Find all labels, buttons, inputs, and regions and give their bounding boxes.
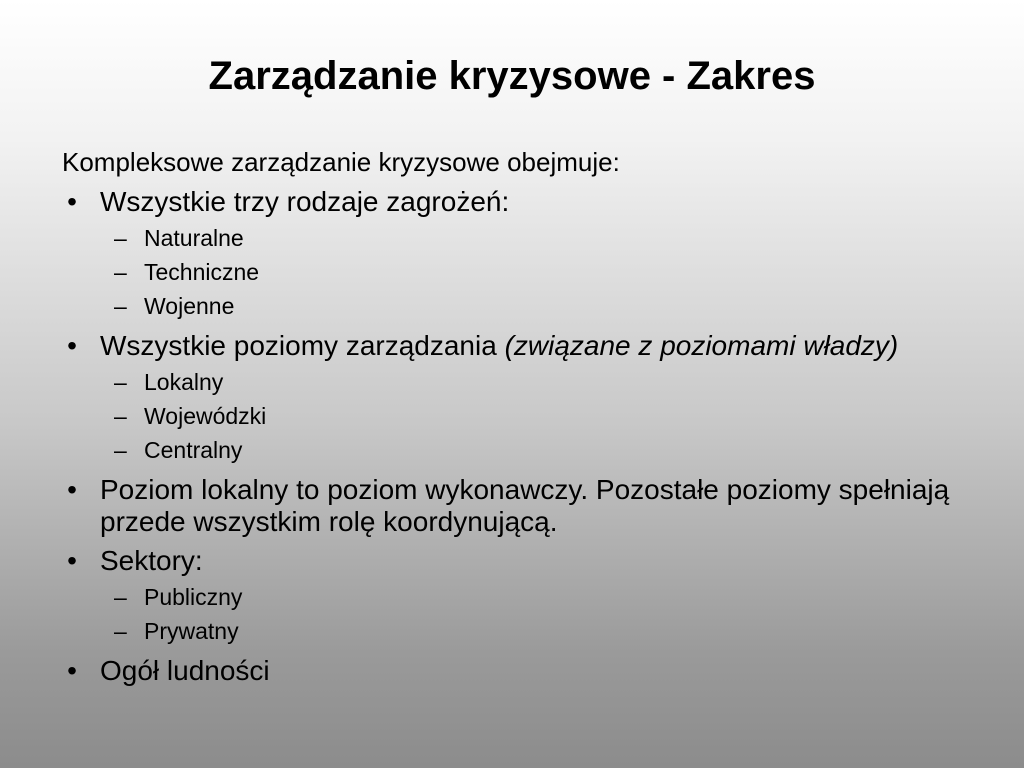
sub-item-text: Naturalne xyxy=(144,225,244,251)
dash-icon: – xyxy=(114,369,127,395)
dash-icon: – xyxy=(114,437,127,463)
sub-item xyxy=(114,365,962,399)
sub-item-text: Prywatny xyxy=(144,618,239,644)
sub-item xyxy=(114,289,962,323)
sub-item xyxy=(114,580,962,614)
bullet-item-threats xyxy=(62,186,962,323)
dash-icon: – xyxy=(114,618,127,644)
bullet-item-local-level xyxy=(62,474,962,538)
sub-item-text: Techniczne xyxy=(144,259,260,285)
sub-item xyxy=(114,221,962,255)
slide-content xyxy=(62,145,962,687)
bullet-item-population xyxy=(62,655,962,687)
bullet-item-sectors xyxy=(62,545,962,648)
dash-icon: – xyxy=(114,403,127,429)
dash-icon: – xyxy=(114,293,127,319)
bullet-icon: • xyxy=(67,330,77,361)
sub-item-text: Lokalny xyxy=(144,369,224,395)
sub-list-sectors xyxy=(100,580,962,648)
bullet-text: Wszystkie poziomy zarządzania xyxy=(100,330,505,361)
bullet-icon: • xyxy=(67,186,77,217)
sub-item xyxy=(114,433,962,467)
bullet-text: Wszystkie trzy rodzaje zagrożeń: xyxy=(100,186,510,217)
sub-item-text: Wojewódzki xyxy=(144,403,267,429)
bullet-text: Poziom lokalny to poziom wykonawczy. Pozostałe poziomy spełniają przede wszystkim rolę koordynującą. xyxy=(100,474,950,537)
bullet-text-italic: (związane z poziomami władzy) xyxy=(504,330,899,361)
bullet-icon: • xyxy=(67,655,77,686)
intro-text: Kompleksowe zarządzanie kryzysowe obejmuje: xyxy=(62,147,620,177)
dash-icon: – xyxy=(114,584,127,610)
sub-item xyxy=(114,399,962,433)
bullet-list xyxy=(62,186,962,687)
dash-icon: – xyxy=(114,225,127,251)
dash-icon: – xyxy=(114,259,127,285)
slide-title: Zarządzanie kryzysowe - Zakres xyxy=(208,54,816,98)
bullet-icon: • xyxy=(67,474,77,505)
sub-item-text: Publiczny xyxy=(144,584,243,610)
sub-list-threats xyxy=(100,221,962,323)
bullet-text: Ogół ludności xyxy=(100,655,270,686)
sub-item xyxy=(114,614,962,648)
bullet-item-levels xyxy=(62,330,962,467)
sub-item-text: Centralny xyxy=(144,437,243,463)
bullet-icon: • xyxy=(67,545,77,576)
sub-list-levels xyxy=(100,365,962,467)
sub-item-text: Wojenne xyxy=(144,293,235,319)
sub-item xyxy=(114,255,962,289)
bullet-text: Sektory: xyxy=(100,545,203,576)
